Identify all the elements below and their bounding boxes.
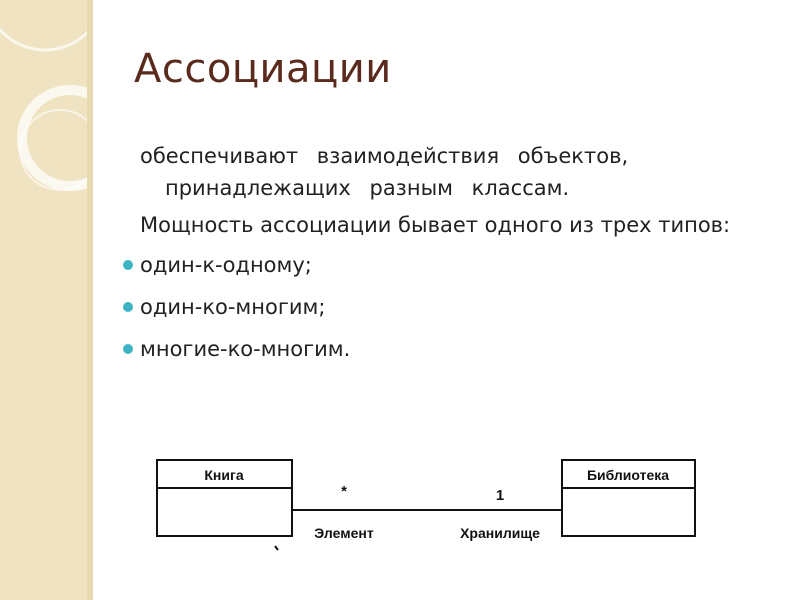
list-item-label: один-ко-многим; — [140, 295, 326, 319]
class-name-library: Библиотека — [586, 467, 670, 483]
paragraph-multiplicity: Мощность ассоциации бывает одного из трех типов: — [140, 213, 731, 237]
list-item-label: один-к-одному; — [140, 253, 312, 277]
slide-title: Ассоциации — [134, 46, 392, 92]
slide-body — [140, 140, 740, 375]
role-right: Хранилище — [460, 525, 540, 541]
bullet-dot-icon — [123, 260, 133, 270]
multiplicity-right: 1 — [495, 487, 505, 504]
list-item — [140, 249, 740, 281]
list-item-label: многие-ко-многим. — [140, 337, 351, 361]
bullet-dot-icon — [123, 344, 133, 354]
bullet-dot-icon — [123, 302, 133, 312]
class-box-library — [562, 460, 695, 536]
stray-mark — [275, 546, 278, 550]
role-left: Элемент — [314, 525, 374, 541]
class-box-book — [157, 460, 292, 536]
uml-association-diagram — [0, 440, 800, 590]
class-name-book: Книга — [204, 467, 244, 483]
paragraph-association-purpose: обеспечивают взаимодействия объектов, принадлежащих разным классам. — [140, 144, 629, 200]
multiplicity-list — [140, 249, 740, 365]
list-item — [140, 291, 740, 323]
list-item — [140, 333, 740, 365]
multiplicity-left: * — [341, 483, 347, 500]
